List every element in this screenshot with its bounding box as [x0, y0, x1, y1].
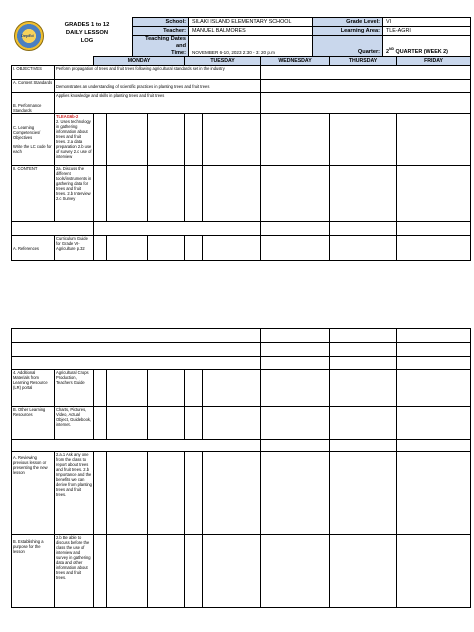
blank: [261, 452, 330, 535]
blank: [148, 370, 185, 407]
purpose-text: 2.b Be able to discuss before the class the use of interview and survey in gathering data and other information about trees and fruit trees.: [55, 535, 94, 608]
blank: [12, 222, 94, 236]
blank: [107, 236, 148, 261]
blank: [94, 370, 107, 407]
quarter-value: [383, 36, 471, 58]
blank: [94, 407, 107, 440]
deped-logo: [14, 21, 44, 51]
blank: [148, 407, 185, 440]
teacher-value: MANUEL BALMORES: [189, 27, 313, 36]
content-standards-text: Demonstrates an understanding of scientific practices in planting trees and fruit trees: [55, 80, 261, 93]
quarter-num: 2: [386, 49, 389, 55]
objectives-label: I. OBJECTIVES: [12, 66, 55, 80]
dates-label: [133, 36, 189, 58]
blank: [107, 114, 148, 166]
blank: [185, 452, 203, 535]
blank: [94, 535, 107, 608]
blank: [261, 407, 330, 440]
lesson-log-table-top: [11, 56, 471, 261]
blank: [397, 114, 471, 166]
learning-area-label: Learning Area:: [313, 27, 383, 36]
grades-line: GRADES 1 to 12: [64, 22, 110, 28]
blank: [148, 114, 185, 166]
blank: [12, 329, 261, 343]
competencies-title: C. Learning Competencies/ Objectives: [13, 125, 41, 140]
blank: [261, 343, 330, 357]
blank: [12, 343, 261, 357]
blank: [261, 166, 330, 222]
day-friday: FRIDAY: [397, 57, 471, 66]
blank: [12, 440, 261, 452]
blank: [261, 114, 330, 166]
blank: [397, 370, 471, 407]
additional-materials-text: Agricultural Crops Production, Teachers Guide: [55, 370, 94, 407]
blank: [261, 236, 330, 261]
lesson-log-table-bottom: [11, 328, 471, 608]
quarter-label: Quarter:: [313, 36, 383, 58]
blank: [330, 166, 397, 222]
other-resources-text: Charts, Pictures, Video, Actual Object, Guidebook, internet.: [55, 407, 94, 440]
grade-level-label: Grade Level:: [313, 18, 383, 27]
blank: [330, 407, 397, 440]
blank: [107, 166, 148, 222]
blank: [94, 166, 107, 222]
daily-lesson-log-line: DAILY LESSON LOG: [65, 30, 109, 44]
competency-cell: [55, 114, 94, 166]
day-tuesday: TUESDAY: [185, 57, 261, 66]
blank: [185, 114, 203, 166]
blank: [261, 222, 330, 236]
blank: [397, 407, 471, 440]
competency-code: TLEAG6b-2: [56, 114, 79, 119]
purpose-label: B. Establishing a purpose for the lesson: [12, 535, 55, 608]
blank: [261, 329, 330, 343]
reviewing-text: 2.a.1 Ask any one from the class to report about trees and fruit trees. 2.b Importance and the benefits we can derive from planting trees and fruit trees.: [55, 452, 94, 535]
blank: [203, 114, 261, 166]
blank: [107, 370, 148, 407]
blank: [330, 535, 397, 608]
objectives-text: Perform propagation of trees and fruit trees following agricultural standards set in the industry: [55, 66, 261, 80]
competencies-sub: Write the LC code for each: [13, 144, 52, 154]
content-standards-blank: [261, 80, 471, 93]
logo-text: DepEd: [21, 33, 34, 38]
grade-level-value: VI: [383, 18, 471, 27]
performance-standards-label: B. Performance Standards: [12, 93, 55, 114]
blank: [397, 357, 471, 370]
corner-cell: [12, 57, 94, 66]
blank: [185, 236, 203, 261]
blank: [203, 452, 261, 535]
blank: [203, 236, 261, 261]
blank: [94, 114, 107, 166]
blank: [148, 535, 185, 608]
blank: [330, 343, 397, 357]
content-text: 2a. Discuss the different tools/instruments in gathering data for trees and fruit trees. 2.b Interview 2.c Survey: [55, 166, 94, 222]
blank: [185, 166, 203, 222]
blank: [330, 114, 397, 166]
competencies-label: [12, 114, 55, 166]
blank: [203, 535, 261, 608]
dates-label-line1: Teaching Dates and: [145, 36, 186, 49]
blank: [330, 452, 397, 535]
blank: [148, 236, 185, 261]
blank: [330, 329, 397, 343]
content-standards-label: A. Content Standards: [12, 80, 55, 93]
day-wednesday: WEDNESDAY: [261, 57, 330, 66]
learning-area-value: TLE-AGRI: [383, 27, 471, 36]
blank: [397, 452, 471, 535]
blank: [397, 236, 471, 261]
blank: [12, 357, 261, 370]
blank: [107, 535, 148, 608]
blank: [94, 236, 107, 261]
dates-value: NOVEMBER 6-10, 2023 2:30 - 3: 20 p.m: [189, 36, 313, 58]
blank: [397, 222, 471, 236]
blank: [261, 357, 330, 370]
blank: [185, 407, 203, 440]
blank: [203, 407, 261, 440]
content-label: II. CONTENT: [12, 166, 55, 222]
references-text: Curriculum Guide for Grade VI-Agriculture p.32: [55, 236, 94, 261]
school-value: SILAKI ISLAND ELEMENTARY SCHOOL: [189, 18, 313, 27]
blank: [330, 222, 397, 236]
blank: [261, 535, 330, 608]
blank: [397, 440, 471, 452]
dates-label-line2: Time:: [171, 50, 186, 56]
quarter-rest: QUARTER (WEEK 2): [394, 49, 448, 55]
performance-standards-text: Applies knowledge and skills in planting trees and fruit trees: [55, 93, 261, 114]
blank: [261, 370, 330, 407]
blank: [261, 440, 330, 452]
teacher-label: Teacher:: [133, 27, 189, 36]
objectives-blank: [261, 66, 471, 80]
reviewing-label: A. Reviewing previous lesson or presenting the new lesson: [12, 452, 55, 535]
blank: [203, 370, 261, 407]
blank: [94, 222, 261, 236]
day-thursday: THURSDAY: [330, 57, 397, 66]
blank: [203, 166, 261, 222]
quarter-sup: ND: [389, 47, 395, 52]
blank: [185, 370, 203, 407]
school-label: School:: [133, 18, 189, 27]
blank: [330, 236, 397, 261]
other-resources-label: B. Other Learning Resources: [12, 407, 55, 440]
references-label: A. References: [12, 236, 55, 261]
competency-text: 2. Uses technology in gathering information about trees and fruit trees. 2.a data preparation 2.b use of survey 2.c use of interview: [56, 119, 92, 159]
blank: [148, 166, 185, 222]
blank: [107, 407, 148, 440]
grades-title: [62, 21, 112, 45]
blank: [397, 166, 471, 222]
day-monday: MONDAY: [94, 57, 185, 66]
blank: [397, 329, 471, 343]
blank: [397, 343, 471, 357]
blank: [185, 535, 203, 608]
header-info-table: [132, 17, 471, 58]
additional-materials-label: 4. Additional Materials from Learning Resource (LR) portal: [12, 370, 55, 407]
blank: [330, 440, 397, 452]
blank: [107, 452, 148, 535]
blank: [397, 535, 471, 608]
blank: [94, 452, 107, 535]
performance-standards-blank: [261, 93, 471, 114]
blank: [148, 452, 185, 535]
blank: [330, 370, 397, 407]
blank: [330, 357, 397, 370]
